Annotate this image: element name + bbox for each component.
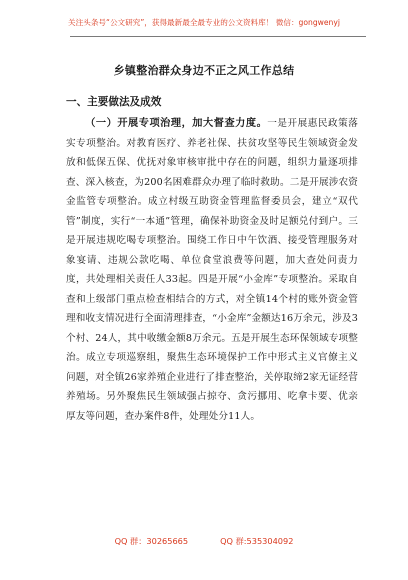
footer-qq-group-2: QQ 群:535304092 <box>220 536 294 546</box>
paragraph-body: 一是开展惠民政策落实专项整治。对教育医疗、养老社保、扶贫攻坚等民生领域资金发放和低保五保、优抚对象审核审批中存在的问题，组织力量逐项排查、深入核查，为200名困难群众办理了临时救助。二是开展涉农资金监管专项整治。成立村级互助资金管理监督委员会，建立“双代管”制度，实行“一本通”管理，确保补助资金及时足额兑付到户。三是开展违规吃喝专项整治。围绕工作日中午饮酒、接受管理服务对象宴请、违规公款吃喝、单位食堂浪费等问题，加大查处问责力度，共处理相关责任人33起。四是开展“小金库”专项整治。采取自查和上级部门重点检查相结合的方式，对全镇14个村的账外资金管理和收支情况进行全面清理排查，“小金库”金额达16万余元，涉及3个村、24人，其中收缴金额8万余元。五是开展生态环保领域专项整治。成立专项巡察组，聚焦生态环境保护工作中形式主义官僚主义问题，对全镇26家养殖企业进行了排查整治，关停取缔2家无证经营养殖场。另外聚焦民生领域强占掠夺、贪污挪用、吃拿卡要、优亲厚友等问题，查办案件8件，处理处分11人。 <box>66 118 358 422</box>
header-divider <box>70 36 366 37</box>
footer-contacts <box>0 536 408 547</box>
body-paragraph <box>66 114 358 426</box>
section-heading: 一、主要做法及成效 <box>66 96 162 108</box>
header-banner: 关注头条号“公文研究”，获得最新最全最专业的公文资料库！ 微信：gongwenyj <box>68 18 340 27</box>
paragraph-lead: （一）开展专项治理，加大督查力度。 <box>85 118 268 129</box>
document-title: 乡镇整治群众身边不正之风工作总结 <box>113 64 295 77</box>
footer-qq-group-1: QQ 群：30265665 <box>114 536 189 546</box>
